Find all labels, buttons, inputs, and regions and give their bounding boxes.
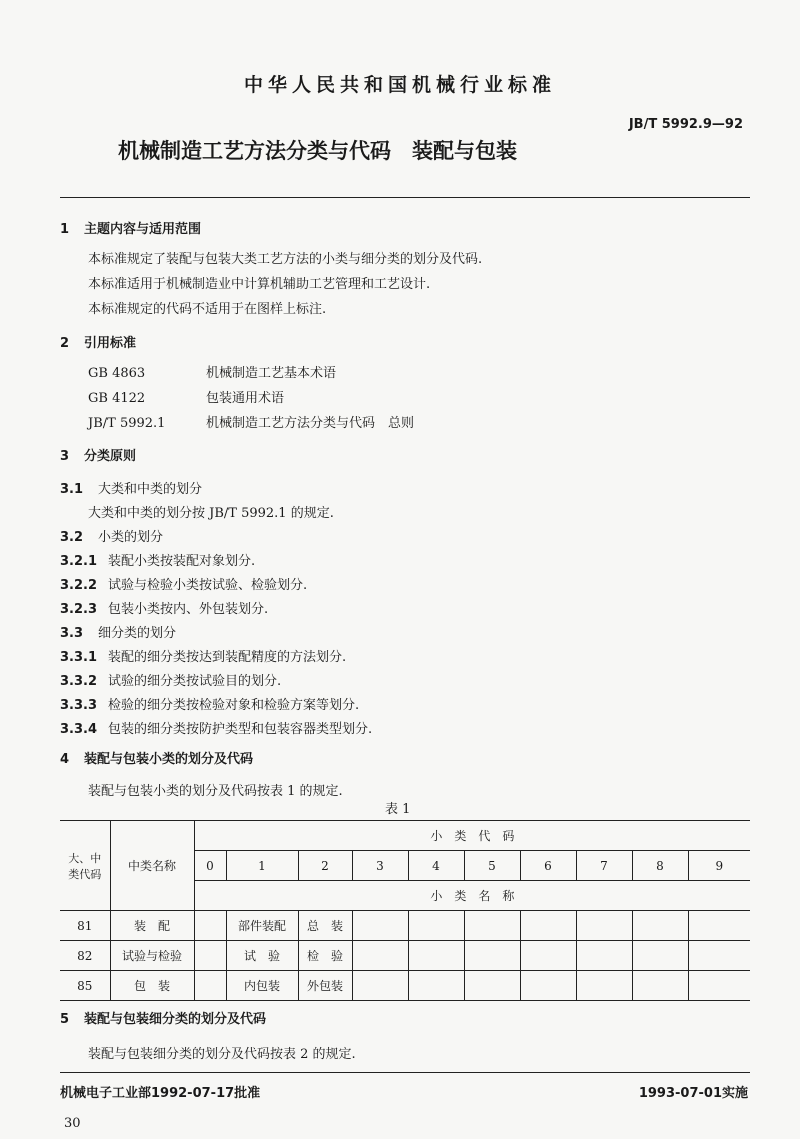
cell: 检 验 [298,941,352,971]
code-cell: 7 [576,851,632,881]
cell [688,941,750,971]
section-5-heading [60,1008,266,1027]
cell [352,941,408,971]
header-major-code: 大、中 类代码 [60,821,110,911]
clause [60,622,176,641]
code-cell: 0 [194,851,226,881]
section-title: 引用标准 [84,336,137,351]
reference-name: 机械制造工艺基本术语 [206,366,337,381]
table-caption: 表 1 [385,802,411,817]
header-mid-name: 中类名称 [110,821,194,911]
table-row [60,971,750,1001]
cell [520,941,576,971]
cell [688,971,750,1001]
section-title: 分类原则 [84,449,137,464]
cell [408,971,464,1001]
code-cell: 6 [520,851,576,881]
clause-text: 细分类的划分 [98,626,177,641]
document-title: 机械制造工艺方法分类与代码 装配与包装 [118,139,517,163]
effective-date: 1993-07-01实施 [638,1086,748,1101]
row-code: 81 [60,911,110,941]
code-cell: 3 [352,851,408,881]
section-3-heading [60,445,136,464]
clause [60,526,163,545]
cell [576,971,632,1001]
reference-code: GB 4863 [88,366,146,381]
cell [194,911,226,941]
cell [464,971,520,1001]
clause-number: 3.3.3 [60,698,98,713]
table-row [60,941,750,971]
clause-text: 装配的细分类按达到装配精度的方法划分. [108,650,347,665]
section-number: 3 [60,449,70,464]
cell [194,941,226,971]
section-2-heading [60,332,136,351]
cell [408,911,464,941]
clause [60,646,346,665]
section-1-heading [60,218,201,237]
cell [408,941,464,971]
cell [576,911,632,941]
clause-text: 小类的划分 [98,530,164,545]
clause [60,550,255,569]
row-name: 包 装 [110,971,194,1001]
row-name: 试验与检验 [110,941,194,971]
cell [632,941,688,971]
code-cell: 9 [688,851,750,881]
reference-row [88,387,284,406]
code-cell: 4 [408,851,464,881]
header-code-span: 小 类 代 码 [194,821,750,851]
clause-text: 装配小类按装配对象划分. [108,554,256,569]
clause [60,478,202,497]
cell [352,911,408,941]
clause-text: 包装的细分类按防护类型和包装容器类型划分. [108,722,373,737]
code-cell: 5 [464,851,520,881]
clause-number: 3.1 [60,482,84,497]
clause [60,670,281,689]
cell: 试 验 [226,941,298,971]
clause-number: 3.3.4 [60,722,98,737]
cell [632,911,688,941]
section-4-heading [60,748,253,767]
clause-number: 3.2 [60,530,84,545]
clause-number: 3.2.2 [60,578,98,593]
section-title: 装配与包装小类的划分及代码 [84,752,254,767]
code-cell: 8 [632,851,688,881]
section-number: 2 [60,336,70,351]
clause-number: 3.3.2 [60,674,98,689]
cell [520,911,576,941]
clause-body: 大类和中类的划分按 JB/T 5992.1 的规定. [88,506,334,521]
reference-row [88,362,336,381]
table-row [60,911,750,941]
cell [194,971,226,1001]
page-number: 30 [64,1116,81,1131]
clause-text: 包装小类按内、外包装划分. [108,602,269,617]
reference-row [88,412,414,431]
clause [60,694,359,713]
cell [352,971,408,1001]
section-number: 5 [60,1012,70,1027]
paragraph: 装配与包装细分类的划分及代码按表 2 的规定. [88,1047,356,1062]
cell: 外包装 [298,971,352,1001]
approval-date: 机械电子工业部1992-07-17批准 [60,1086,261,1101]
title-rule [60,197,750,198]
section-title: 主题内容与适用范围 [84,222,202,237]
reference-code: GB 4122 [88,391,146,406]
code-cell: 1 [226,851,298,881]
paragraph: 本标准规定了装配与包装大类工艺方法的小类与细分类的划分及代码. [88,252,483,267]
cell [520,971,576,1001]
code-cell: 2 [298,851,352,881]
header-name-span: 小 类 名 称 [194,881,750,911]
standard-org: 中华人民共和国机械行业标准 [243,74,556,96]
clause-number: 3.2.1 [60,554,98,569]
clause-text: 检验的细分类按检验对象和检验方案等划分. [108,698,360,713]
cell [576,941,632,971]
standard-code: JB/T 5992.9—92 [628,117,743,132]
clause-number: 3.3.1 [60,650,98,665]
reference-name: 包装通用术语 [206,391,285,406]
row-code: 82 [60,941,110,971]
cell [464,911,520,941]
clause-number: 3.2.3 [60,602,98,617]
cell [688,911,750,941]
clause-text: 试验的细分类按试验目的划分. [108,674,282,689]
cell: 内包装 [226,971,298,1001]
row-code: 85 [60,971,110,1001]
reference-name: 机械制造工艺方法分类与代码 总则 [206,416,415,431]
paragraph: 本标准规定的代码不适用于在图样上标注. [88,302,327,317]
clause [60,718,372,737]
clause [60,598,268,617]
footer-rule [60,1072,750,1073]
cell: 总 装 [298,911,352,941]
cell [464,941,520,971]
clause-text: 试验与检验小类按试验、检验划分. [108,578,308,593]
clause-text: 大类和中类的划分 [98,482,203,497]
table-1 [60,820,750,1001]
clause [60,574,307,593]
reference-code: JB/T 5992.1 [88,416,166,431]
cell: 部件装配 [226,911,298,941]
paragraph: 本标准适用于机械制造业中计算机辅助工艺管理和工艺设计. [88,277,431,292]
row-name: 装 配 [110,911,194,941]
section-number: 4 [60,752,70,767]
section-number: 1 [60,222,70,237]
cell [632,971,688,1001]
clause-number: 3.3 [60,626,84,641]
paragraph: 装配与包装小类的划分及代码按表 1 的规定. [88,784,343,799]
section-title: 装配与包装细分类的划分及代码 [84,1012,267,1027]
